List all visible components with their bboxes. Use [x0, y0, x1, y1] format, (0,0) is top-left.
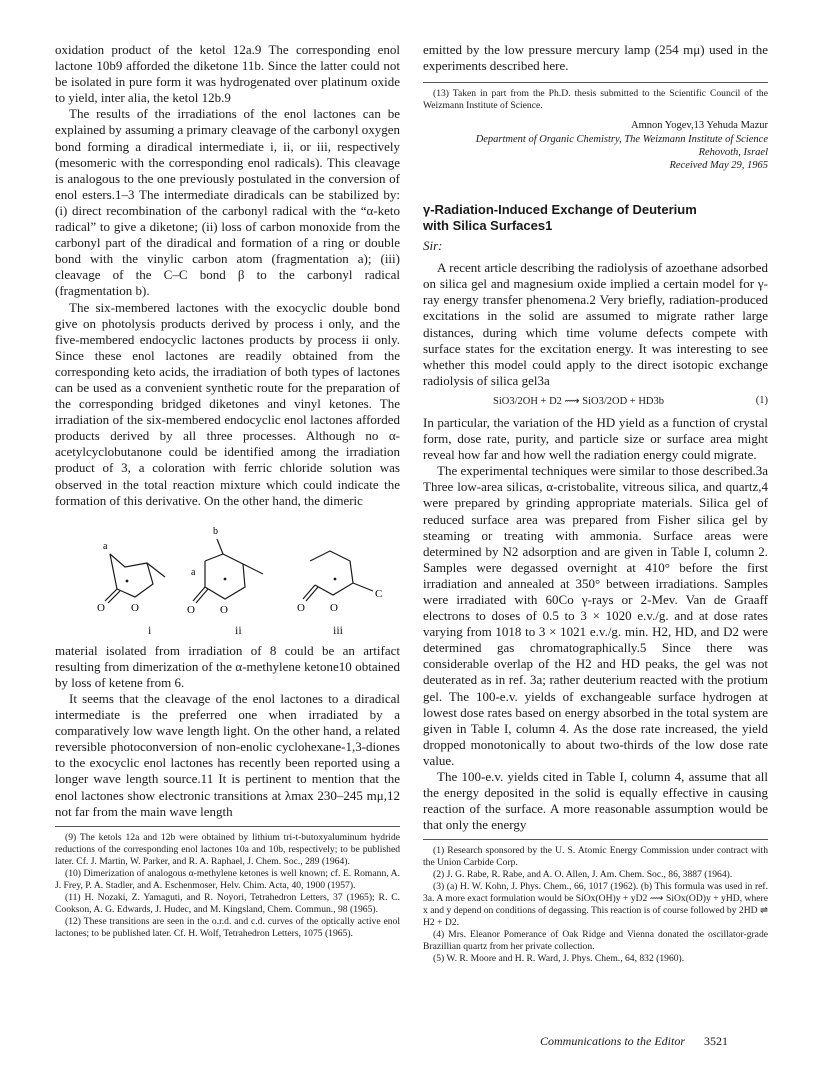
- paragraph: The results of the irradiations of the enol lactones can be explained by assuming a primary cleavage of the carbonyl oxygen bond forming a diradical intermediate i, ii, or iii, respectively (mesomeric with the corresponding enol radicals). This cleavage is analogous to the one previously postulated in the conversion of enol esters.1–3 The intermediate diradicals can be stabilized by: (i) direct recombination of the carbonyl radical with the “α-keto radical” to give a diketone; (ii) loss of carbon monoxide from the carbonyl part of the diradical and formation of a ring or double bond with the vinylic carbon atom (fragmentation a); (iii) cleavage of the C–C bond β to the carbonyl radical (fragmentation b).: [55, 106, 400, 299]
- affiliation-location: Rehovoth, Israel: [698, 147, 768, 159]
- paragraph: The experimental techniques were similar to those described.3a Three low-area silicas, α-cristobalite, vitreous silica, and quartz,4 were prepared by grinding appropriate materials. Silica gel of reduced surface area was prepared from Fisher silica gel by steaming or treating with ammonia. Surface areas were determined by N2 adsorption and are given in Table I, column 2. Samples were degassed overnight at 410° before the first irradiation and annealed at 350° between irradiations. Samples were irradiated with 60Co γ-rays or 2-Mev. Van de Graaff electrons to doses of 0.5 to 3 × 1020 e.v./g. and at dose rates varying from 1018 to 3 × 1021 e.v./g. min. H2, HD, and D2 were determined gas chromatographically.5 Since there was considerable overlap of the H2 and HD peaks, the gel was not deuterated as in ref. 3a; rather deuterium reacted with the protium gel. The 100-e.v. yields of exchangeable surface hydrogen at lowest dose rates based on energy absorbed in the total system are given in Table I, column 4. As the dose rate increased, the yield dropped monotonically to about two-thirds of the low dose rate value.: [423, 463, 768, 768]
- paragraph: emitted by the low pressure mercury lamp (254 mμ) used in the experiments described here.: [423, 42, 768, 74]
- right-column: [423, 42, 768, 965]
- atom-label-o: O: [297, 601, 305, 614]
- atom-label-o: O: [97, 601, 105, 614]
- paragraph: It seems that the cleavage of the enol lactones to a diradical intermediate is the preferred one when irradiated by a comparatively low wave length light. On the other hand, a related reversible photoconversion of non-enolic cyclohexane-1,3-diones to the exocyclic enol lactones has recently been reported using a longer wave length source.11 It is pertinent to mention that the enol lactones show electronic transitions at λmax 230–245 mμ,12 not far from the main wave length: [55, 691, 400, 819]
- structure-label-ii: ii: [235, 622, 242, 637]
- structure-label-iii: iii: [333, 622, 344, 637]
- atom-label-c: C: [375, 587, 383, 600]
- diradical-structures-figure: [55, 519, 400, 639]
- article-title-line: with Silica Surfaces1: [423, 218, 553, 234]
- atom-label-o: O: [187, 603, 195, 616]
- atom-label-a: a: [191, 566, 196, 578]
- footnote: (12) These transitions are seen in the o.r.d. and c.d. curves of the optically active enol lactones; to be published later. Cf. H. Wolf, Tetrahedron Letters, 1075 (1965).: [55, 915, 400, 939]
- author-signature: Amnon Yogev,13 Yehuda Mazur: [631, 120, 768, 132]
- equation-number: (1): [755, 394, 768, 406]
- paragraph: material isolated from irradiation of 8 could be an artifact resulting from dimerization of the α-methylene ketone10 obtained by loss of ketene from 6.: [55, 642, 400, 690]
- footnote-divider: [423, 839, 768, 840]
- structures-drawing: [55, 519, 400, 639]
- article-title-line: γ-Radiation-Induced Exchange of Deuterium: [423, 202, 697, 218]
- paragraph: The 100-e.v. yields cited in Table I, column 4, assume that all the energy deposited in the solid is equally effective in causing reaction of the surface. A more reasonable assumption would be that only the energy: [423, 769, 768, 833]
- paragraph: In particular, the variation of the HD yield as a function of crystal form, dose rate, purity, and particle size or surface area might reveal how far and how well the radiation energy could migrate.: [423, 414, 768, 463]
- footnote: (13) Taken in part from the Ph.D. thesis submitted to the Scientific Council of the Weizmann Institute of Science.: [423, 88, 768, 112]
- atom-label-o: O: [131, 601, 139, 614]
- footnote: (2) J. G. Rabe, R. Rabe, and A. O. Allen, J. Am. Chem. Soc., 86, 3887 (1964).: [433, 869, 733, 881]
- footnote: (9) The ketols 12a and 12b were obtained by lithium tri-t-butoxyaluminum hydride reductions of the corresponding enol lactones 10a and 10b, respectively; to be published later. Cf. J. Martin, W. Parker, and R. A. Raphael, J. Chem. Soc., 289 (1964).: [55, 831, 400, 867]
- paragraph: A recent article describing the radiolysis of azoethane adsorbed on silica gel and magnesium oxide implied a certain model for γ-ray energy transfer phenomena.2 Very briefly, radiation-produced excitations in the solid are assumed to migrate rather large distances, during which time volume defects compete with surface states for the excitation energy. It was interesting to see whether this model could apply to the direct isotopic exchange radiolysis of silica gel3a: [423, 260, 768, 388]
- footnote: (5) W. R. Moore and H. R. Ward, J. Phys. Chem., 64, 832 (1960).: [433, 953, 685, 965]
- atom-label-b: b: [213, 525, 218, 537]
- equation-1: [423, 395, 768, 407]
- footnote: (10) Dimerization of analogous α-methylene ketones is well known; cf. E. Romann, A. J. Frey, P. A. Stadler, and A. Eschenmoser, Helv. Chim. Acta, 40, 1900 (1957).: [55, 867, 400, 891]
- footnote: (3) (a) H. W. Kohn, J. Phys. Chem., 66, 1017 (1962). (b) This formula was used in ref. 3a. A more exact formulation would be SiOx(OH)y + yD2 ⟿ SiOx(OD)y + yHD, where x and y depend on conditions of degassing. This reaction is of course followed by 2HD ⇌ H2 + D2.: [423, 881, 768, 929]
- left-column: [55, 42, 400, 940]
- received-date: Received May 29, 1965: [669, 160, 768, 172]
- footnote: (1) Research sponsored by the U. S. Atomic Energy Commission under contract with the Union Carbide Corp.: [423, 845, 768, 869]
- equation-body: SiO3/2OH + D2 ⟿ SiO3/2OD + HD3b: [493, 395, 664, 407]
- page-footer: [540, 1034, 728, 1049]
- paragraph: The six-membered lactones with the exocyclic double bond give on photolysis products derived by process i only, and the five-membered endocyclic lactones products by process ii only. Since these enol lactones are readily obtained from the corresponding keto acids, the irradiation of both types of lactones can be used as a convenient synthetic route for the preparation of the corresponding bridged diketones and vinyl ketones. The irradiation of the six-membered endocyclic enol lactones afforded products derived by all three processes. Although no α-acetylcyclobutanone could be identified among the irradiation product of 3, a coloration with ferric chloride solution was observed in the total reaction mixture which could indicate the formation of this derivative. On the other hand, the dimeric: [55, 299, 400, 508]
- salutation: Sir:: [423, 238, 443, 254]
- affiliation: Department of Organic Chemistry, The Weizmann Institute of Science: [475, 134, 768, 146]
- page-number: 3521: [704, 1034, 728, 1048]
- footnote-divider: [423, 82, 768, 83]
- atom-label-o: O: [220, 603, 228, 616]
- atom-label-o: O: [330, 601, 338, 614]
- journal-section: Communications to the Editor: [540, 1034, 685, 1048]
- footnote: (4) Mrs. Eleanor Pomerance of Oak Ridge and Vienna donated the oscillator-grade Brazillian quartz from her private collection.: [423, 929, 768, 953]
- article-title: [423, 202, 768, 234]
- footnote-divider: [55, 826, 400, 827]
- atom-label-a: a: [103, 540, 108, 552]
- paragraph: oxidation product of the ketol 12a.9 The corresponding enol lactone 10b9 afforded the diketone 11b. Since the latter could not be isolated in pure form it was hydrogenated over platinum oxide to yield, inter alia, the ketol 12b.9: [55, 42, 400, 106]
- structure-label-i: i: [148, 622, 152, 637]
- footnote: (11) H. Nozaki, Z. Yamaguti, and R. Noyori, Tetrahedron Letters, 37 (1965); R. C. Cookson, A. G. Edwards, J. Hudec, and M. Kingsland, Chem. Commun., 98 (1965).: [55, 891, 400, 915]
